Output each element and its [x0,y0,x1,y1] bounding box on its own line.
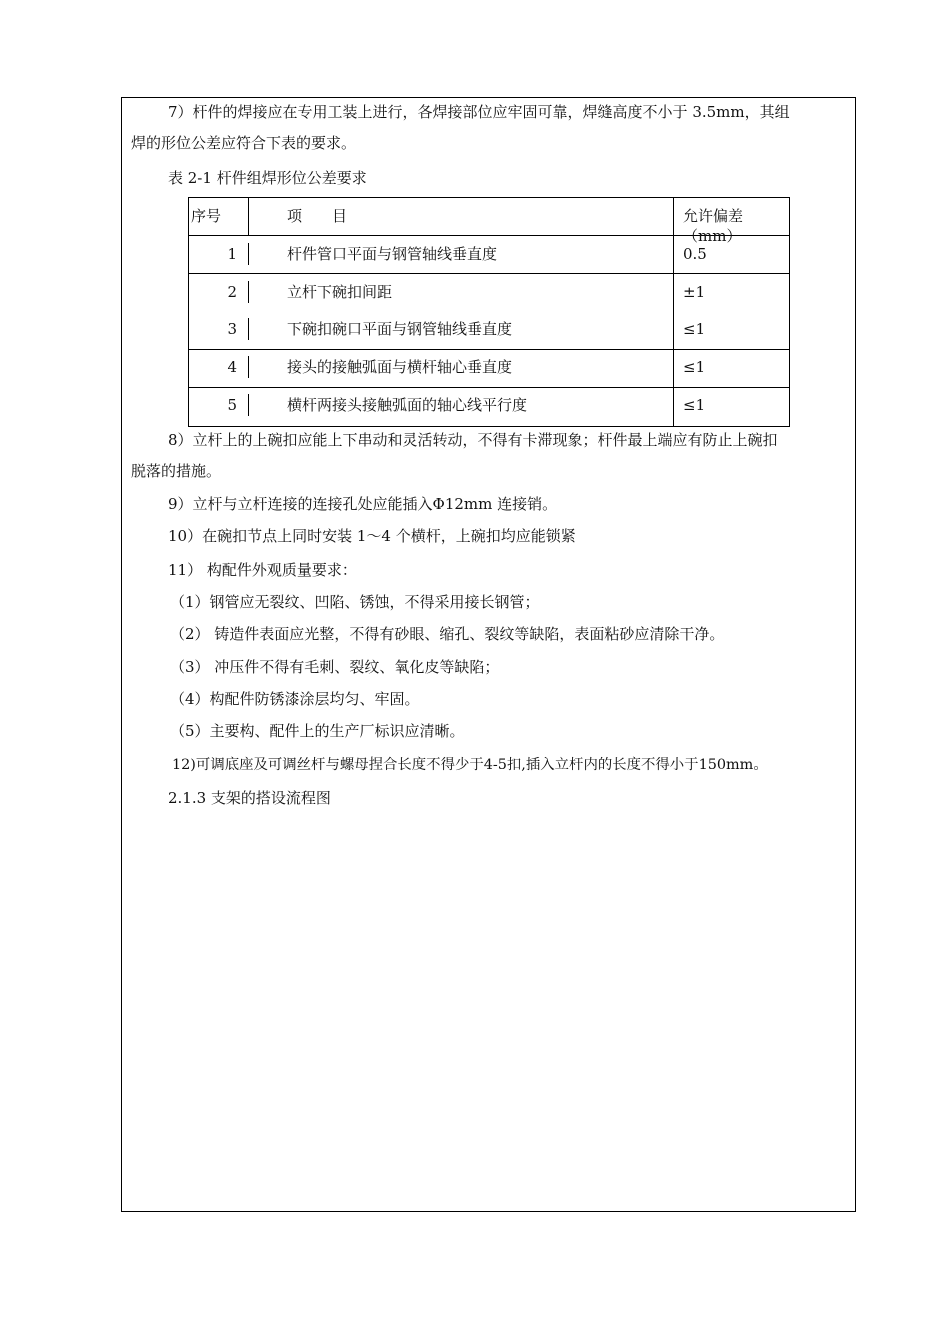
row-tolerance: 0.5 [683,245,707,263]
table-vline-header-1 [248,198,249,235]
row-item: 立杆下碗扣间距 [287,283,393,301]
tolerance-table [188,197,790,427]
paragraph-7-line-1: 7）杆件的焊接应在专用工装上进行，各焊接部位应牢固可靠，焊缝高度不小于 3.5mm，其组 [168,103,790,121]
row-tolerance: ±1 [683,283,706,301]
table-vline-r1 [248,243,249,265]
paragraph-11-2: （2） 铸造件表面应光整，不得有砂眼、缩孔、裂纹等缺陷，表面粘砂应清除干净。 [170,625,725,643]
paragraph-8-line-1: 8）立杆上的上碗扣应能上下串动和灵活转动，不得有卡滞现象；杆件最上端应有防止上碗扣 [168,431,778,449]
table-vline-2 [673,198,674,426]
row-no: 3 [227,320,237,338]
paragraph-10: 10）在碗扣节点上同时安装 1～4 个横杆，上碗扣均应能锁紧 [168,527,576,545]
header-no: 序号 [191,207,222,225]
row-item: 杆件管口平面与钢管轴线垂直度 [287,245,498,263]
row-no: 1 [227,245,237,263]
row-no: 4 [227,358,237,376]
paragraph-11-3: （3） 冲压件不得有毛刺、裂纹、氧化皮等缺陷； [170,658,500,676]
paragraph-8-line-2: 脱落的措施。 [131,462,222,480]
row-item: 下碗扣碗口平面与钢管轴线垂直度 [287,320,513,338]
paragraph-9: 9）立杆与立杆连接的连接孔处应能插入Φ12mm 连接销。 [168,495,558,513]
paragraph-11-1: （1）钢管应无裂纹、凹陷、锈蚀，不得采用接长钢管； [170,593,540,611]
table-caption: 表 2-1 杆件组焊形位公差要求 [168,169,367,187]
row-tolerance: ≤1 [683,358,706,376]
row-no: 5 [227,396,237,414]
row-item: 接头的接触弧面与横杆轴心垂直度 [287,358,513,376]
paragraph-11-5: （5）主要构、配件上的生产厂标识应清晰。 [170,722,465,740]
table-hline-2 [189,273,789,274]
row-tolerance: ≤1 [683,396,706,414]
table-vline-r4 [248,356,249,378]
header-tolerance: 允许偏差（mm） [683,207,744,245]
paragraph-11-4: （4）构配件防锈漆涂层均匀、牢固。 [170,690,420,708]
table-hline-4 [189,387,789,388]
table-hline-3 [189,349,789,350]
row-item: 横杆两接头接触弧面的轴心线平行度 [287,396,528,414]
table-vline-r3 [248,318,249,340]
row-no: 2 [227,283,237,301]
table-vline-r5 [248,394,249,416]
header-item: 项 目 [287,207,348,225]
row-tolerance: ≤1 [683,320,706,338]
paragraph-7-line-2: 焊的形位公差应符合下表的要求。 [131,134,357,152]
paragraph-11: 11） 构配件外观质量要求： [168,561,357,579]
table-vline-r2 [248,281,249,303]
section-heading-2-1-3: 2.1.3 支架的搭设流程图 [168,789,331,807]
paragraph-12: 12)可调底座及可调丝杆与螺母捏合长度不得少于4-5扣,插入立杆内的长度不得小于150mm。 [172,757,768,773]
